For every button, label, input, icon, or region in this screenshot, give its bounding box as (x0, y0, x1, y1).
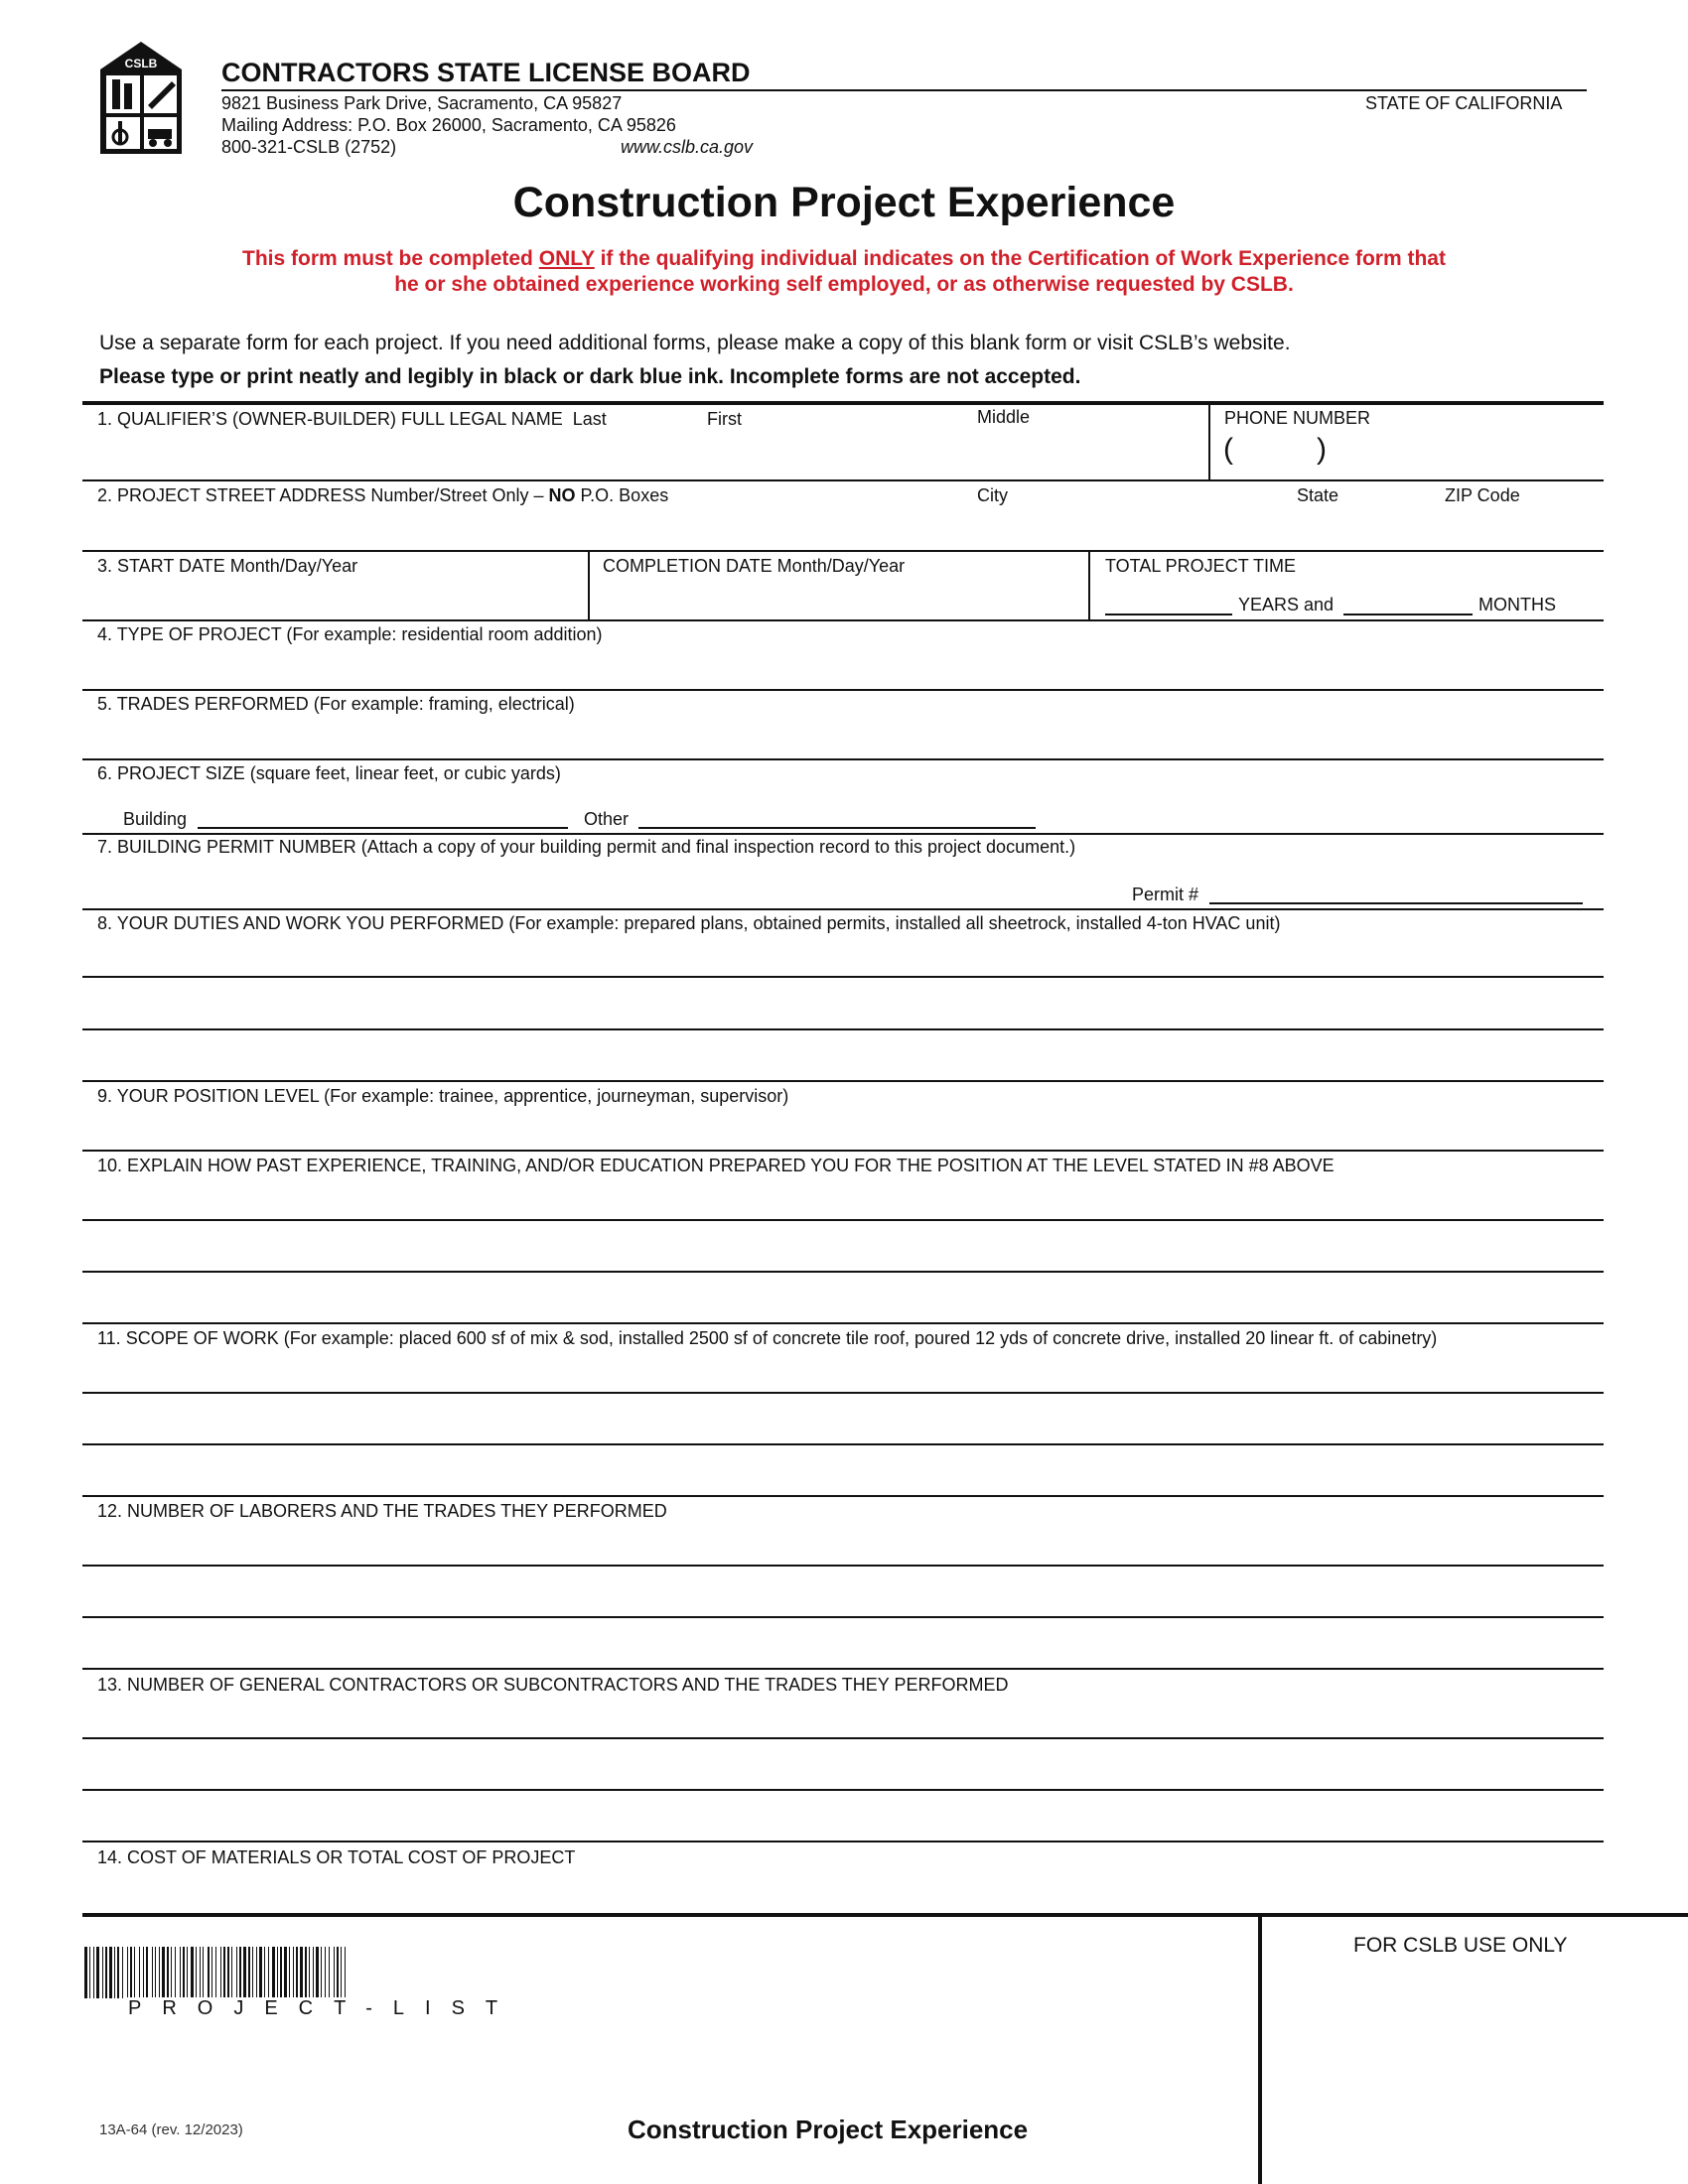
cslb-use-label: FOR CSLB USE ONLY (1353, 1934, 1568, 1957)
row-rule-13 (82, 1841, 1604, 1843)
barcode-bar (130, 1947, 132, 1998)
barcode-bars (84, 1947, 553, 1998)
q8-label: 8. YOUR DUTIES AND WORK YOU PERFORMED (For example: prepared plans, obtained permits, installed all sheetrock, installed 4-ton HVAC unit) (97, 913, 1281, 933)
q6-label: 6. PROJECT SIZE (square feet, linear feet, or cubic yards) (97, 763, 561, 783)
completion-date-divider (1088, 551, 1090, 620)
state-label: STATE OF CALIFORNIA (1365, 93, 1563, 113)
barcode-bar (296, 1947, 298, 1998)
barcode-bar (256, 1947, 257, 1998)
barcode-bar (264, 1947, 265, 1998)
q1-label-text: 1. QUALIFIER’S (OWNER-BUILDER) FULL LEGAL NAME (97, 409, 563, 429)
board-phone: 800-321-CSLB (2752) (221, 137, 397, 157)
barcode-bar (134, 1947, 135, 1998)
barcode-bar (89, 1947, 90, 1998)
phone-label: PHONE NUMBER (1224, 408, 1371, 428)
q3-label: 3. START DATE Month/Day/Year (97, 556, 358, 576)
barcode-bar (289, 1947, 290, 1998)
type-of-project-input-area[interactable] (89, 647, 1599, 687)
barcode-bar (239, 1947, 241, 1998)
start-date-input-area[interactable] (89, 579, 581, 616)
position-level-input-area[interactable] (89, 1110, 1599, 1150)
years-underline[interactable] (1105, 614, 1232, 615)
barcode-bar (105, 1947, 107, 1998)
q2-state-label: State (1297, 485, 1339, 505)
barcode-bar (208, 1947, 210, 1998)
row-rule-12 (82, 1668, 1604, 1670)
start-date-divider (588, 551, 590, 620)
months-underline[interactable] (1343, 614, 1473, 615)
barcode-bar (139, 1947, 140, 1998)
barcode-bar (309, 1947, 310, 1998)
q2-tail: P.O. Boxes (575, 485, 669, 505)
barcode-bar (259, 1947, 262, 1998)
q10-label: 10. EXPLAIN HOW PAST EXPERIENCE, TRAINING, AND/OR EDUCATION PREPARED YOU FOR THE POSITION AT THE LEVEL STATED IN #8 ABOVE (97, 1156, 1335, 1175)
phone-divider (1208, 403, 1210, 480)
barcode-bar (284, 1947, 287, 1998)
barcode-bar (171, 1947, 172, 1998)
name-input-area[interactable] (89, 432, 1201, 478)
barcode-bar (203, 1947, 204, 1998)
logo-text: CSLB (124, 57, 158, 70)
row-rule-2 (82, 550, 1604, 552)
barcode-bar (220, 1947, 221, 1998)
q11-writing-line-1[interactable] (82, 1392, 1604, 1394)
notice-only: ONLY (538, 247, 595, 270)
footer-title: Construction Project Experience (628, 2115, 1029, 2144)
barcode (84, 1947, 553, 1998)
completion-date-label: COMPLETION DATE Month/Day/Year (603, 556, 906, 576)
barcode-bar (316, 1947, 319, 1998)
row-rule-7 (82, 908, 1604, 910)
row-rule-9 (82, 1150, 1604, 1152)
permit-label: Permit # (1132, 885, 1199, 904)
phone-open-paren: ( (1223, 433, 1233, 466)
row-rule-6 (82, 833, 1604, 835)
building-label: Building (123, 809, 188, 829)
barcode-bar (313, 1947, 314, 1998)
cslb-use-divider (1258, 1915, 1262, 2184)
phone-close-paren: ) (1317, 433, 1327, 466)
notice-pre: This form must be completed (242, 247, 539, 270)
q10-writing-line-1[interactable] (82, 1219, 1604, 1221)
q12-writing-line-1[interactable] (82, 1565, 1604, 1567)
barcode-bar (175, 1947, 176, 1998)
q1-label (97, 409, 607, 430)
barcode-bar (114, 1947, 115, 1998)
q12-label: 12. NUMBER OF LABORERS AND THE TRADES THEY PERFORMED (97, 1501, 667, 1521)
q2-zip-label: ZIP Code (1445, 485, 1520, 505)
barcode-bar (280, 1947, 282, 1998)
q8-writing-line-2[interactable] (82, 1028, 1604, 1030)
barcode-text: PROJECT-LIST (124, 1997, 535, 2020)
barcode-bar (109, 1947, 112, 1998)
header-rule (221, 89, 1587, 91)
completion-date-input-area[interactable] (596, 579, 1082, 616)
q11-label: 11. SCOPE OF WORK (For example: placed 600 sf of mix & sod, installed 2500 sf of concrete tile roof, poured 12 yds of concrete drive, installed 20 linear ft. of cabinetry) (97, 1328, 1438, 1348)
q12-writing-line-2[interactable] (82, 1616, 1604, 1618)
board-mailing: Mailing Address: P.O. Box 26000, Sacramento, CA 95826 (221, 115, 676, 135)
months-label: MONTHS (1478, 595, 1556, 614)
barcode-bar (334, 1947, 335, 1998)
notice-post: if the qualifying individual indicates on the Certification of Work Experience form that (594, 247, 1446, 270)
barcode-bar (236, 1947, 237, 1998)
page-title: Construction Project Experience (512, 179, 1176, 226)
notice-line-2: he or she obtained experience working self employed, or as otherwise requested by CSLB. (394, 273, 1294, 296)
q2-label (97, 485, 668, 506)
other-size-underline[interactable] (638, 827, 1036, 829)
barcode-bar (337, 1947, 339, 1998)
years-label: YEARS and (1238, 595, 1335, 614)
barcode-bar (215, 1947, 216, 1998)
q5-label: 5. TRADES PERFORMED (For example: framing, electrical) (97, 694, 575, 714)
building-size-underline[interactable] (198, 827, 568, 829)
barcode-bar (117, 1947, 119, 1998)
cost-input-area[interactable] (89, 1872, 1599, 1908)
q4-label: 4. TYPE OF PROJECT (For example: residential room addition) (97, 624, 603, 644)
q7-label: 7. BUILDING PERMIT NUMBER (Attach a copy of your building permit and final inspection record to this project document.) (97, 837, 1076, 857)
barcode-bar (84, 1947, 87, 1998)
barcode-bar (305, 1947, 307, 1998)
instructions-line-2: Please type or print neatly and legibly in black or dark blue ink. Incomplete forms are not accepted. (99, 365, 1081, 388)
cslb-logo (98, 40, 184, 156)
board-website[interactable]: www.cslb.ca.gov (621, 137, 754, 157)
barcode-bar (122, 1947, 123, 1998)
notice-line-1 (0, 247, 1688, 271)
barcode-bar (155, 1947, 156, 1998)
barcode-bar (227, 1947, 229, 1998)
barcode-bar (102, 1947, 103, 1998)
q14-label: 14. COST OF MATERIALS OR TOTAL COST OF PROJECT (97, 1847, 576, 1867)
barcode-bar (127, 1947, 128, 1998)
row-rule-8 (82, 1080, 1604, 1082)
barcode-bar (341, 1947, 342, 1998)
barcode-bar (293, 1947, 294, 1998)
barcode-bar (252, 1947, 253, 1998)
barcode-bar (152, 1947, 153, 1998)
form-number: 13A-64 (rev. 12/2023) (99, 2121, 243, 2138)
q13-writing-line-1[interactable] (82, 1737, 1604, 1739)
barcode-bar (243, 1947, 246, 1998)
q1-middle-label: Middle (977, 407, 1031, 427)
other-label: Other (584, 809, 630, 829)
row-rule-3 (82, 619, 1604, 621)
barcode-bar (162, 1947, 165, 1998)
q13-label: 13. NUMBER OF GENERAL CONTRACTORS OR SUBCONTRACTORS AND THE TRADES THEY PERFORMED (97, 1675, 1009, 1695)
address-input-area[interactable] (89, 508, 1599, 548)
barcode-bar (223, 1947, 225, 1998)
barcode-bar (93, 1947, 94, 1998)
q1-last-label: Last (572, 409, 607, 429)
row-rule-1 (82, 479, 1604, 481)
row-rule-4 (82, 689, 1604, 691)
board-name: CONTRACTORS STATE LICENSE BOARD (221, 58, 751, 87)
barcode-bar (180, 1947, 181, 1998)
q8-writing-line-1[interactable] (82, 976, 1604, 978)
instructions-line-1: Use a separate form for each project. If you need additional forms, please make a copy of this blank form or visit CSLB’s website. (99, 332, 1291, 354)
form-top-rule (82, 401, 1604, 405)
row-rule-5 (82, 758, 1604, 760)
footer-top-rule (82, 1913, 1688, 1917)
barcode-bar (200, 1947, 201, 1998)
barcode-bar (277, 1947, 278, 1998)
barcode-bar (96, 1947, 99, 1998)
permit-number-underline[interactable] (1209, 902, 1583, 904)
q13-writing-line-2[interactable] (82, 1789, 1604, 1791)
barcode-bar (268, 1947, 269, 1998)
q1-first-label: First (707, 409, 742, 429)
barcode-bar (231, 1947, 232, 1998)
barcode-bar (167, 1947, 169, 1998)
barcode-bar (272, 1947, 275, 1998)
barcode-bar (143, 1947, 144, 1998)
q11-writing-line-2[interactable] (82, 1443, 1604, 1445)
barcode-bar (191, 1947, 194, 1998)
barcode-bar (248, 1947, 250, 1998)
barcode-bar (345, 1947, 346, 1998)
barcode-bar (196, 1947, 197, 1998)
q10-writing-line-2[interactable] (82, 1271, 1604, 1273)
barcode-bar (321, 1947, 322, 1998)
barcode-bar (325, 1947, 326, 1998)
barcode-bar (300, 1947, 303, 1998)
barcode-bar (187, 1947, 188, 1998)
board-address: 9821 Business Park Drive, Sacramento, CA 95827 (221, 93, 623, 113)
q2-no: NO (548, 485, 576, 505)
barcode-bar (211, 1947, 212, 1998)
row-rule-11 (82, 1495, 1604, 1497)
row-rule-10 (82, 1322, 1604, 1324)
phone-input-area[interactable] (1216, 432, 1599, 478)
q2-label-text: 2. PROJECT STREET ADDRESS Number/Street Only – (97, 485, 549, 505)
q2-city-label: City (977, 485, 1008, 505)
barcode-bar (183, 1947, 185, 1998)
q9-label: 9. YOUR POSITION LEVEL (For example: trainee, apprentice, journeyman, supervisor) (97, 1086, 789, 1106)
trades-performed-input-area[interactable] (89, 717, 1599, 756)
barcode-bar (146, 1947, 148, 1998)
barcode-bar (159, 1947, 160, 1998)
barcode-bar (329, 1947, 330, 1998)
total-project-time-label: TOTAL PROJECT TIME (1105, 556, 1297, 576)
